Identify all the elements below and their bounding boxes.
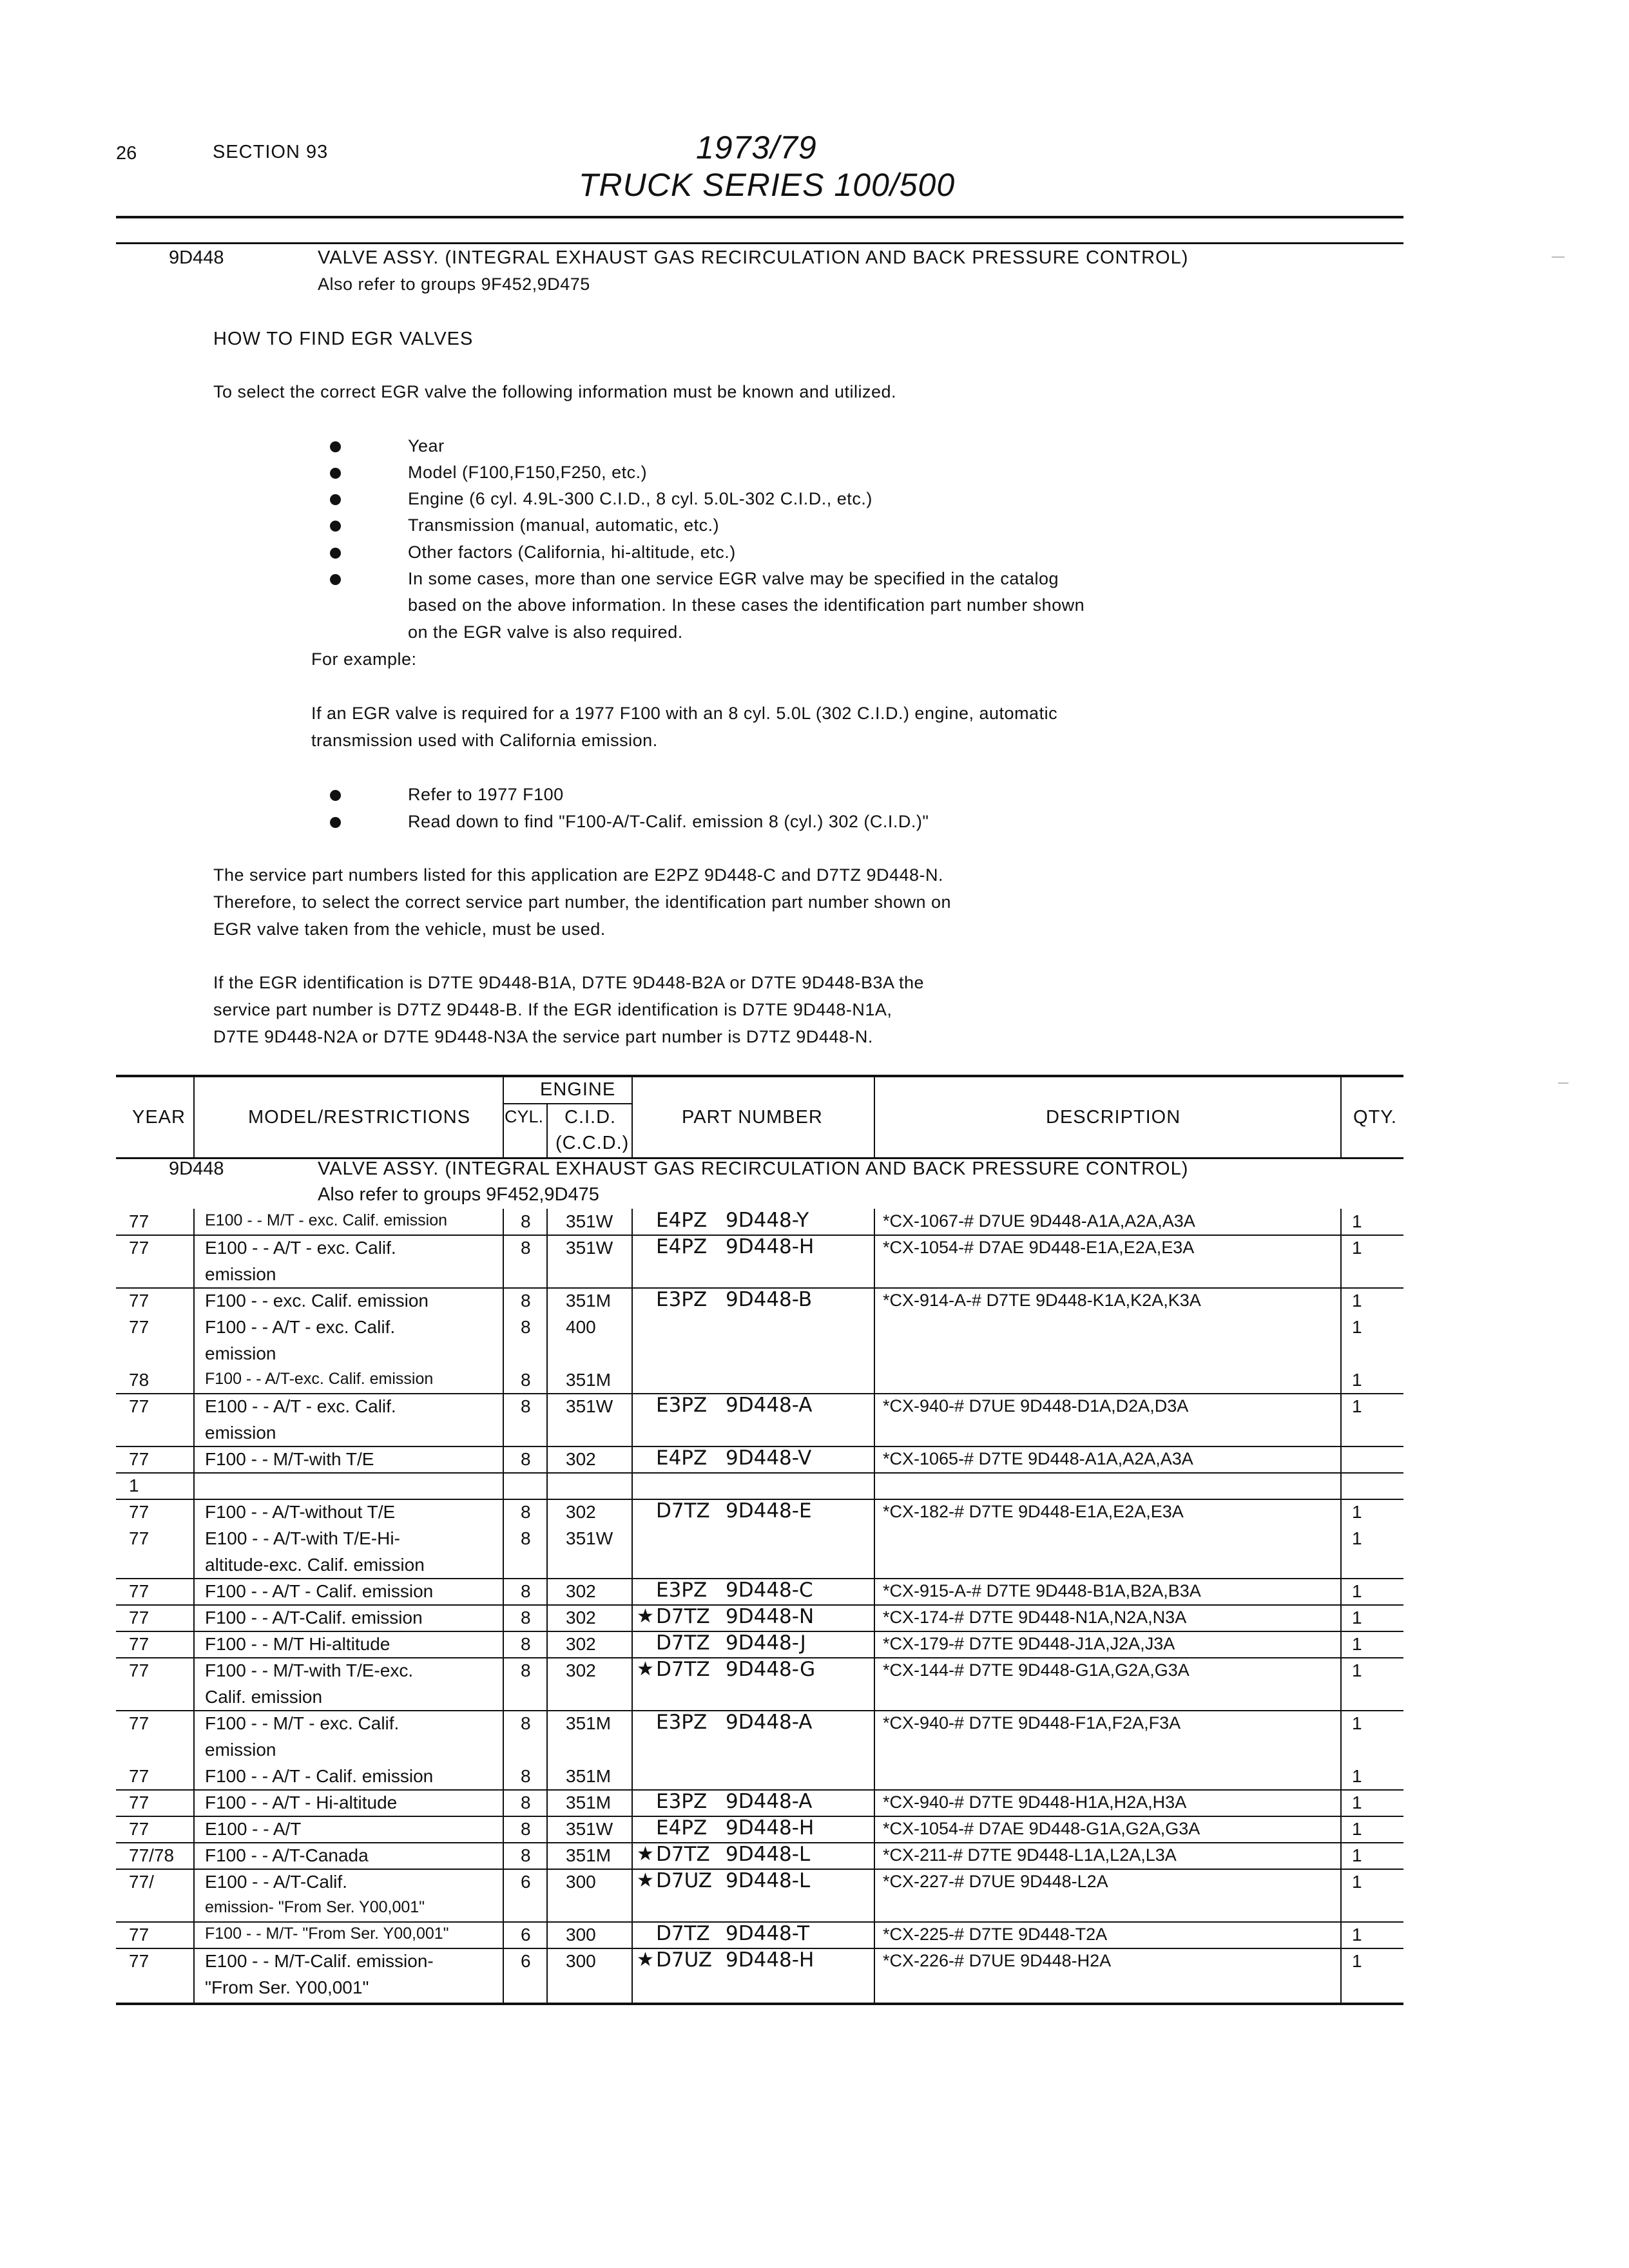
howto-heading: HOW TO FIND EGR VALVES	[213, 329, 474, 349]
table-bottom-rule	[116, 2003, 1403, 2005]
header-description: DESCRIPTION	[1046, 1107, 1181, 1128]
group-description: VALVE ASSY. (INTEGRAL EXHAUST GAS RECIRCULATION AND BACK PRESSURE CONTROL)	[318, 247, 1189, 268]
cell-cyl: 8	[521, 1528, 531, 1548]
cell-base: 9D448-E	[726, 1499, 812, 1523]
row-rule	[116, 1472, 1403, 1474]
cell-cyl: 8	[521, 1766, 531, 1786]
table-group-refer: Also refer to groups 9F452,9D475	[318, 1184, 599, 1205]
col-divider	[1340, 1075, 1342, 1158]
cell-model: emission	[205, 1343, 276, 1363]
cell-desc: *CX-174-# D7TE 9D448-N1A,N2A,N3A	[883, 1608, 1187, 1627]
cell-model: "From Ser. Y00,001"	[205, 1977, 369, 1997]
bullet-text: In some cases, more than one service EGR valve may be specified in the catalog	[408, 569, 1059, 588]
cell-model: F100 - - A/T-exc. Calif. emission	[205, 1370, 434, 1388]
bullet-dot	[330, 817, 341, 828]
para-text: The service part numbers listed for this application are E2PZ 9D448-C and D7TZ 9D448-N.	[213, 865, 943, 885]
bullet-dot	[330, 574, 341, 585]
cell-cid: 351M	[566, 1370, 612, 1390]
cell-base: 9D448-H	[726, 1235, 815, 1258]
cell-model: E100 - - A/T-with T/E-Hi-	[205, 1528, 400, 1548]
cell-prefix: D7TZ	[656, 1631, 710, 1655]
cell-year: 77	[129, 1608, 149, 1628]
cell-base: 9D448-A	[726, 1394, 813, 1417]
cell-star: ★	[637, 1948, 654, 1971]
cell-qty: 1	[1352, 1608, 1362, 1628]
cell-qty: 1	[1352, 1845, 1362, 1865]
cell-year: 77	[129, 1634, 149, 1654]
cell-cid: 351W	[566, 1528, 613, 1548]
cell-model: emission	[205, 1423, 276, 1443]
cell-model: F100 - - M/T Hi-altitude	[205, 1634, 390, 1654]
bullet-text: Other factors (California, hi-altitude, etc.)	[408, 543, 736, 562]
cell-cyl: 8	[521, 1634, 531, 1654]
cell-desc: *CX-940-# D7TE 9D448-F1A,F2A,F3A	[883, 1713, 1181, 1733]
cell-cid: 351M	[566, 1713, 612, 1733]
cell-model: F100 - - A/T - exc. Calif.	[205, 1317, 396, 1337]
cell-base: 9D448-H	[726, 1816, 815, 1840]
col-divider	[631, 1075, 633, 1158]
col-divider	[546, 1103, 548, 1158]
col-divider	[631, 1209, 633, 2004]
cell-base: 9D448-L	[726, 1869, 811, 1892]
cell-model: E100 - - A/T-Calif.	[205, 1872, 347, 1892]
cell-year: 77	[129, 1713, 149, 1733]
cell-cyl: 8	[521, 1370, 531, 1390]
cell-base: 9D448-G	[726, 1658, 816, 1681]
engine-rule	[503, 1103, 631, 1104]
col-divider	[546, 1209, 548, 2004]
para-text: EGR valve taken from the vehicle, must be used.	[213, 919, 606, 939]
col-divider	[193, 1209, 195, 2004]
cell-cid: 400	[566, 1317, 596, 1337]
cell-cyl: 8	[521, 1608, 531, 1628]
cell-cid: 302	[566, 1660, 596, 1680]
header-cid: C.I.D.	[564, 1107, 617, 1128]
cell-prefix: E3PZ	[656, 1288, 708, 1311]
cell-prefix: E4PZ	[656, 1209, 708, 1232]
cell-star: ★	[637, 1843, 654, 1865]
cell-desc: *CX-1065-# D7TE 9D448-A1A,A2A,A3A	[883, 1449, 1193, 1468]
cell-cid: 351M	[566, 1766, 612, 1786]
cell-base: 9D448-A	[726, 1711, 813, 1734]
bullet-dot	[330, 468, 341, 479]
cell-model: F100 - - M/T-with T/E-exc.	[205, 1660, 414, 1680]
bullet-text: Transmission (manual, automatic, etc.)	[408, 515, 720, 535]
cell-qty: 1	[1352, 1713, 1362, 1733]
cell-star: ★	[637, 1869, 654, 1892]
cell-year: 77	[129, 1766, 149, 1786]
cell-year: 77/78	[129, 1845, 175, 1865]
cell-model: Calif. emission	[205, 1687, 323, 1707]
header-part-number: PART NUMBER	[682, 1107, 823, 1128]
cell-qty: 1	[1352, 1317, 1362, 1337]
cell-model: F100 - - A/T - Calif. emission	[205, 1581, 434, 1601]
header-cyl: CYL.	[505, 1107, 544, 1126]
cell-model: F100 - - A/T-Canada	[205, 1845, 369, 1865]
cell-desc: *CX-226-# D7UE 9D448-H2A	[883, 1951, 1112, 1970]
cell-cyl: 8	[521, 1396, 531, 1416]
cell-qty: 1	[1352, 1792, 1362, 1812]
cell-cyl: 6	[521, 1872, 531, 1892]
cell-model: emission	[205, 1740, 276, 1760]
cell-cyl: 8	[521, 1291, 531, 1311]
cell-model: F100 - - A/T-without T/E	[205, 1502, 396, 1522]
group-refer: Also refer to groups 9F452,9D475	[318, 274, 590, 294]
cell-prefix: E3PZ	[656, 1394, 708, 1417]
cell-qty: 1	[1352, 1502, 1362, 1522]
cell-cid: 300	[566, 1951, 596, 1971]
cell-year: 77	[129, 1660, 149, 1680]
cell-base: 9D448-N	[726, 1605, 815, 1628]
for-example-label: For example:	[311, 649, 417, 669]
cell-year: 77	[129, 1925, 149, 1945]
col-divider	[503, 1075, 504, 1158]
bullet-text: Year	[408, 436, 445, 456]
cell-year: 77/	[129, 1872, 154, 1892]
cell-cid: 302	[566, 1634, 596, 1654]
para-text: service part number is D7TZ 9D448-B. If the EGR identification is D7TE 9D448-N1A,	[213, 1000, 892, 1019]
cell-cyl: 8	[521, 1581, 531, 1601]
group-code: 9D448	[169, 247, 224, 268]
cell-year: 77	[129, 1211, 149, 1231]
col-divider	[874, 1209, 875, 2004]
para-text: Therefore, to select the correct service part number, the identification part number shown on	[213, 892, 952, 912]
cell-base: 9D448-A	[726, 1790, 813, 1813]
header-ccd: (C.C.D.)	[555, 1133, 630, 1153]
cell-qty: 1	[1352, 1766, 1362, 1786]
col-divider	[874, 1075, 875, 1158]
cell-cyl: 6	[521, 1951, 531, 1971]
cell-year: 77	[129, 1317, 149, 1337]
cell-qty: 1	[1352, 1951, 1362, 1971]
col-divider	[503, 1209, 504, 2004]
cell-model: F100 - - A/T - Calif. emission	[205, 1766, 434, 1786]
table-group-code: 9D448	[169, 1158, 224, 1179]
cell-year: 77	[129, 1581, 149, 1601]
cell-cid: 302	[566, 1502, 596, 1522]
cell-prefix: E3PZ	[656, 1790, 708, 1813]
cell-prefix: D7TZ	[656, 1605, 710, 1628]
cell-year: 77	[129, 1819, 149, 1839]
cell-qty: 1	[1352, 1819, 1362, 1839]
cell-base: 9D448-C	[726, 1579, 813, 1602]
cell-model: altitude-exc. Calif. emission	[205, 1555, 425, 1575]
cell-model: E100 - - M/T - exc. Calif. emission	[205, 1211, 448, 1229]
example-text: If an EGR valve is required for a 1977 F100 with an 8 cyl. 5.0L (302 C.I.D.) engine, automatic	[311, 704, 1058, 723]
bullet-dot	[330, 494, 341, 505]
page-title-years: 1973/79	[696, 130, 817, 166]
cell-desc: *CX-940-# D7TE 9D448-H1A,H2A,H3A	[883, 1792, 1187, 1812]
cell-prefix: D7TZ	[656, 1922, 710, 1945]
cell-cyl: 8	[521, 1792, 531, 1812]
cell-year: 77	[129, 1792, 149, 1812]
cell-desc: *CX-179-# D7TE 9D448-J1A,J2A,J3A	[883, 1634, 1175, 1653]
cell-year: 77	[129, 1528, 149, 1548]
header-engine: ENGINE	[540, 1079, 616, 1100]
cell-model: E100 - - A/T	[205, 1819, 302, 1839]
cell-star: ★	[637, 1658, 654, 1680]
cell-model: E100 - - M/T-Calif. emission-	[205, 1951, 434, 1971]
cell-base: 9D448-L	[726, 1843, 811, 1866]
cell-cid: 300	[566, 1925, 596, 1945]
section-label: SECTION 93	[213, 142, 329, 162]
cell-cyl: 8	[521, 1449, 531, 1469]
cell-cyl: 6	[521, 1925, 531, 1945]
header-year: YEAR	[132, 1107, 186, 1128]
cell-year: 77	[129, 1396, 149, 1416]
cell-star: ★	[637, 1605, 654, 1628]
cell-cid: 351M	[566, 1845, 612, 1865]
col-divider	[193, 1075, 195, 1158]
cell-model: E100 - - A/T - exc. Calif.	[205, 1396, 396, 1416]
bullet-text: Engine (6 cyl. 4.9L-300 C.I.D., 8 cyl. 5.0L-302 C.I.D., etc.)	[408, 489, 872, 508]
cell-qty: 1	[1352, 1872, 1362, 1892]
cell-cid: 300	[566, 1872, 596, 1892]
cell-qty: 1	[1352, 1528, 1362, 1548]
cell-desc: *CX-1054-# D7AE 9D448-G1A,G2A,G3A	[883, 1819, 1200, 1838]
cell-cyl: 8	[521, 1317, 531, 1337]
cell-year: 77	[129, 1951, 149, 1971]
cell-qty: 1	[1352, 1660, 1362, 1680]
cell-cid: 351W	[566, 1238, 613, 1258]
table-group-description: VALVE ASSY. (INTEGRAL EXHAUST GAS RECIRCULATION AND BACK PRESSURE CONTROL)	[318, 1158, 1189, 1179]
cell-prefix: D7UZ	[656, 1948, 712, 1972]
cell-base: 9D448-Y	[726, 1209, 809, 1232]
cell-model: F100 - - A/T-Calif. emission	[205, 1608, 423, 1628]
cell-desc: *CX-227-# D7UE 9D448-L2A	[883, 1872, 1108, 1891]
cell-desc: *CX-225-# D7TE 9D448-T2A	[883, 1925, 1108, 1944]
cell-cyl: 8	[521, 1211, 531, 1231]
cell-prefix: E4PZ	[656, 1235, 708, 1258]
howto-intro: To select the correct EGR valve the following information must be known and utilized.	[213, 382, 896, 401]
cell-desc: *CX-1054-# D7AE 9D448-E1A,E2A,E3A	[883, 1238, 1195, 1257]
example-text: transmission used with California emission.	[311, 731, 658, 750]
bullet-text-cont: on the EGR valve is also required.	[408, 622, 683, 642]
cell-year: 77	[129, 1449, 149, 1469]
cell-cid: 351W	[566, 1819, 613, 1839]
cell-year: 78	[129, 1370, 149, 1390]
cell-model: E100 - - A/T - exc. Calif.	[205, 1238, 396, 1258]
cell-desc: *CX-144-# D7TE 9D448-G1A,G2A,G3A	[883, 1660, 1190, 1680]
cell-year: 77	[129, 1502, 149, 1522]
cell-model: F100 - - M/T- "From Ser. Y00,001"	[205, 1925, 449, 1943]
cell-cid: 302	[566, 1608, 596, 1628]
bullet-text: Model (F100,F150,F250, etc.)	[408, 463, 648, 482]
cell-cyl: 8	[521, 1502, 531, 1522]
cell-base: 9D448-T	[726, 1922, 810, 1945]
section-rule	[116, 242, 1403, 244]
cell-cid: 302	[566, 1449, 596, 1469]
col-divider	[1340, 1209, 1342, 2004]
bullet-text-cont: based on the above information. In these cases the identification part number shown	[408, 595, 1085, 615]
cell-desc: *CX-914-A-# D7TE 9D448-K1A,K2A,K3A	[883, 1291, 1201, 1310]
cell-desc: *CX-915-A-# D7TE 9D448-B1A,B2A,B3A	[883, 1581, 1201, 1600]
cell-model: emission	[205, 1264, 276, 1284]
cell-qty: 1	[1352, 1211, 1362, 1231]
margin-mark	[1558, 1082, 1568, 1084]
cell-cyl: 8	[521, 1660, 531, 1680]
cell-qty: 1	[1352, 1291, 1362, 1311]
step-text: Read down to find "F100-A/T-Calif. emission 8 (cyl.) 302 (C.I.D.)"	[408, 812, 929, 831]
cell-qty: 1	[1352, 1925, 1362, 1945]
cell-desc: *CX-940-# D7UE 9D448-D1A,D2A,D3A	[883, 1396, 1189, 1416]
cell-desc: *CX-1067-# D7UE 9D448-A1A,A2A,A3A	[883, 1211, 1195, 1231]
cell-qty: 1	[1352, 1238, 1362, 1258]
cell-qty: 1	[1352, 1370, 1362, 1390]
cell-prefix: E3PZ	[656, 1579, 708, 1602]
cell-cyl: 8	[521, 1713, 531, 1733]
cell-cid: 351W	[566, 1211, 613, 1231]
cell-cid: 351W	[566, 1396, 613, 1416]
cell-year: 77	[129, 1238, 149, 1258]
cell-model: F100 - - M/T - exc. Calif.	[205, 1713, 400, 1733]
cell-prefix: D7TZ	[656, 1843, 710, 1866]
cell-cyl: 8	[521, 1845, 531, 1865]
page-number: 26	[116, 143, 137, 164]
cell-base: 9D448-V	[726, 1446, 812, 1470]
cell-model: F100 - - A/T - Hi-altitude	[205, 1792, 398, 1812]
cell-prefix: E3PZ	[656, 1711, 708, 1734]
cell-cyl: 8	[521, 1819, 531, 1839]
cell-desc: *CX-211-# D7TE 9D448-L1A,L2A,L3A	[883, 1845, 1177, 1865]
para-text: D7TE 9D448-N2A or D7TE 9D448-N3A the service part number is D7TZ 9D448-N.	[213, 1027, 873, 1046]
cell-qty: 1	[1352, 1634, 1362, 1654]
cell-prefix: E4PZ	[656, 1816, 708, 1840]
cell-prefix: D7TZ	[656, 1658, 710, 1681]
cell-cid: 351M	[566, 1792, 612, 1812]
bullet-dot	[330, 521, 341, 532]
cell-prefix: D7TZ	[656, 1499, 710, 1523]
cell-base: 9D448-H	[726, 1948, 815, 1972]
cell-base: 9D448-J	[726, 1631, 806, 1655]
cell-qty: 1	[1352, 1396, 1362, 1416]
cell-model: F100 - - M/T-with T/E	[205, 1449, 374, 1469]
step-text: Refer to 1977 F100	[408, 785, 564, 804]
cell-cyl: 8	[521, 1238, 531, 1258]
header-model: MODEL/RESTRICTIONS	[248, 1107, 471, 1128]
cell-cid: 302	[566, 1581, 596, 1601]
bullet-dot	[330, 548, 341, 559]
cell-year: 77	[129, 1291, 149, 1311]
page-title-series: TRUCK SERIES 100/500	[579, 167, 956, 203]
header-rule	[116, 216, 1403, 218]
cell-qty: 1	[1352, 1581, 1362, 1601]
cell-prefix: D7UZ	[656, 1869, 712, 1892]
cell-model: emission- "From Ser. Y00,001"	[205, 1898, 425, 1916]
margin-mark	[1552, 256, 1565, 258]
cell-desc: *CX-182-# D7TE 9D448-E1A,E2A,E3A	[883, 1502, 1184, 1521]
bullet-dot	[330, 790, 341, 801]
cell-prefix: E4PZ	[656, 1446, 708, 1470]
cell-cid: 351M	[566, 1291, 612, 1311]
header-qty: QTY.	[1353, 1107, 1397, 1128]
bullet-dot	[330, 441, 341, 452]
table-top-rule	[116, 1075, 1403, 1077]
cell-model: F100 - - exc. Calif. emission	[205, 1291, 429, 1311]
cell-base: 9D448-B	[726, 1288, 813, 1311]
para-text: If the EGR identification is D7TE 9D448-B1A, D7TE 9D448-B2A or D7TE 9D448-B3A the	[213, 973, 925, 992]
cell-year: 1	[129, 1475, 139, 1495]
